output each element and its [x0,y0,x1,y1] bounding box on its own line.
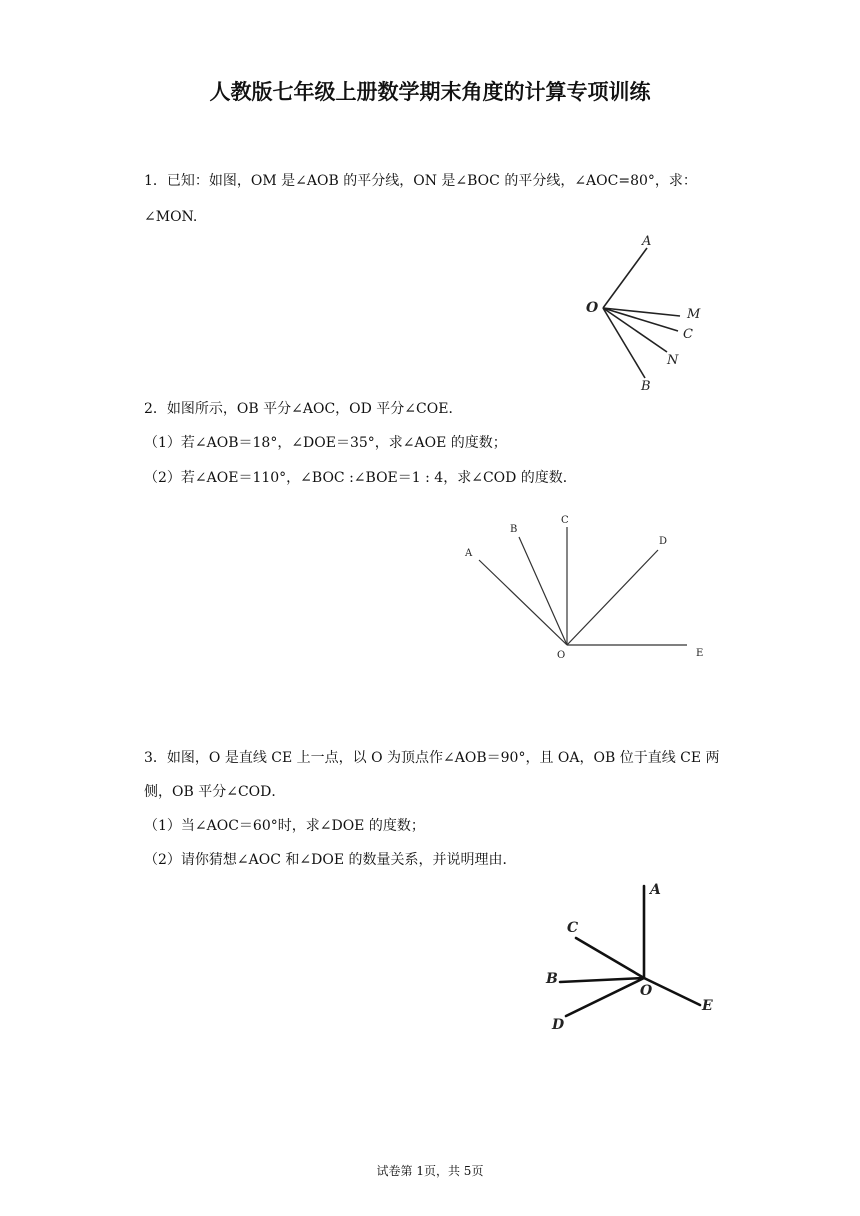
q2-label-e: E [696,648,704,659]
q2-label-d: D [659,536,668,547]
q2-label-c: C [561,515,569,526]
q2-label-b: B [510,524,518,535]
q3-part2: （2）请你猜想∠AOC 和∠DOE 的数量关系，并说明理由． [144,852,517,868]
q3-label-d: D [552,1017,565,1033]
page-footer: 试卷第 1页，共 5页 [376,1164,484,1178]
q1-label-n: N [667,353,679,368]
q3-ray-od [566,978,644,1016]
q2-ray-od [567,550,658,645]
q1-label-o: O [586,300,599,316]
q2-ray-oa [479,560,567,645]
q2-part2: （2）若∠AOE＝110°，∠BOC :∠BOE＝1 : 4，求∠COD 的度数． [144,470,577,486]
page-title: 人教版七年级上册数学期末角度的计算专项训练 [209,80,651,104]
q1-ray-oa [603,248,647,308]
q1-ray-on [603,308,667,352]
q2-label-a: A [465,548,473,559]
q3-label-b: B [546,971,558,987]
q1-label-c: C [683,327,693,342]
q1-figure [575,228,725,393]
q3-ray-ob [560,978,644,982]
q3-label-a: A [650,882,661,898]
q3-line1: 3．如图，O 是直线 CE 上一点，以 O 为顶点作∠AOB＝90°，且 OA，OB 位于直线 CE 两 [144,750,720,766]
q1-line1: 1．已知：如图，OM 是∠AOB 的平分线，ON 是∠BOC 的平分线，∠AOC=80°，求： [144,173,697,189]
q3-line2: 侧，OB 平分∠COD． [144,784,286,800]
q3-label-o: O [640,983,653,999]
q2-line1: 2．如图所示，OB 平分∠AOC，OD 平分∠COE． [144,401,463,417]
q3-part1: （1）当∠AOC＝60°时，求∠DOE 的度数； [144,818,425,834]
q2-label-o: O [557,650,566,661]
q2-ray-ob [519,537,567,645]
q1-label-a: A [642,234,652,249]
q1-label-m: M [687,307,701,322]
q1-label-b: B [641,379,651,393]
q1-line2: ∠MON. [144,209,198,225]
q3-label-c: C [567,920,579,936]
q3-figure [540,878,725,1036]
q3-ray-oe [644,978,700,1005]
q3-ray-oc [576,938,644,978]
q2-figure [455,505,715,665]
q3-label-e: E [702,998,713,1014]
q2-part1: （1）若∠AOB＝18°，∠DOE＝35°，求∠AOE 的度数； [144,435,507,451]
